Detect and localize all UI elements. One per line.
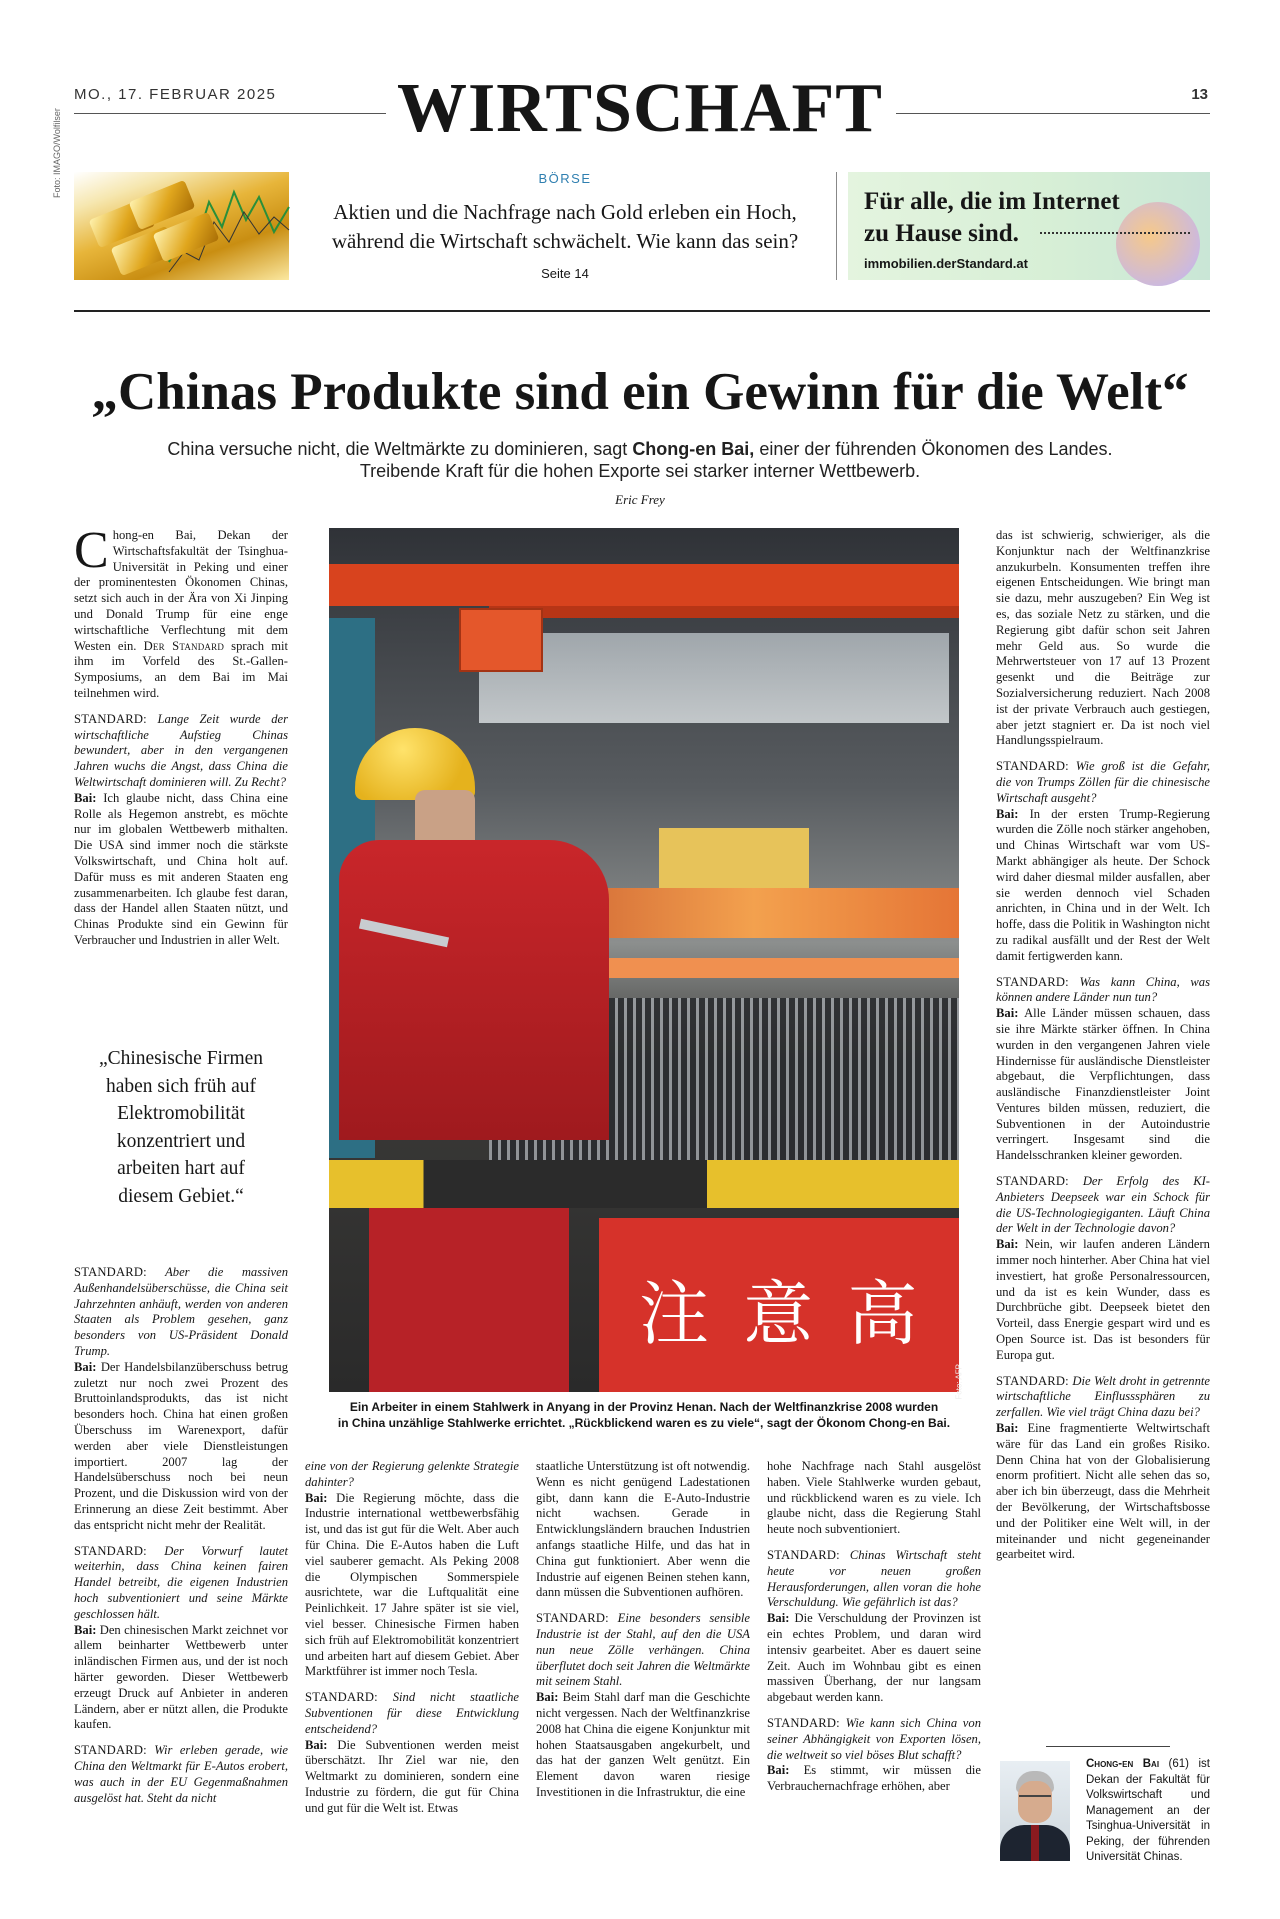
respondent-tag: Bai: <box>996 1237 1019 1252</box>
ad-url: immobilien.derStandard.at <box>864 256 1028 271</box>
ad-headline-line: zu Hause sind. <box>864 220 1019 247</box>
interview-question <box>74 712 288 791</box>
text-column-1 <box>74 522 288 959</box>
gold-bars-photo[interactable] <box>74 172 289 280</box>
worker-jacket <box>339 840 609 1140</box>
caption-line: in China unzählige Stahlwerke errichtet. „Rückblickend waren es zu viele“, sagt der Ökonom Chong-en Bai. <box>337 1416 951 1430</box>
interview-question <box>305 1690 519 1737</box>
text-column-4 <box>767 1459 981 1805</box>
answer-text: Die Verschuldung der Provinzen ist ein echtes Problem, und daran wird intensiv gearbeitet. Aber es dauert seine Zeit. Auch im Wohnbau gibt es einen massiven Überhang, der nur langsam abgebaut werden kann. <box>767 1611 981 1705</box>
crane-beam-lower <box>489 606 959 618</box>
interviewer-tag: STANDARD: <box>536 1611 609 1626</box>
interviewer-tag: STANDARD: <box>996 759 1069 774</box>
crane-beam <box>329 564 959 606</box>
advertisement-banner[interactable] <box>848 172 1210 280</box>
ad-dotted-line <box>1040 232 1190 236</box>
section-title: WIRTSCHAFT <box>397 70 883 147</box>
deck-line: Treibende Kraft für die hohen Exporte sei starker interner Wettbewerb. <box>359 461 921 481</box>
deck-name: Chong-en Bai, <box>632 439 755 459</box>
article-headline: „Chinas Produkte sind ein Gewinn für die Welt“ <box>91 363 1189 421</box>
respondent-tag: Bai: <box>305 1490 328 1505</box>
warning-sign <box>599 1218 959 1392</box>
interviewer-tag: STANDARD: <box>74 711 147 726</box>
answer-continuation <box>996 528 1210 749</box>
yellow-booth <box>659 828 809 888</box>
interview-answer <box>767 1611 981 1706</box>
question-text: Wie groß ist die Gefahr, die von Trumps Zöllen für die chinesische Wirtschaft ausgeht? <box>996 759 1210 805</box>
intro-text: hong-en Bai, Dekan der Wirtschaftsfakultät der Tsinghua-Universität in Peking und einer der prominentesten Ökonomen Chinas, setzt sich auch in der Ära von Xi Jinping und Donald Trump für eine enge wirtschaftliche Verflechtung mit dem Westen ein. <box>74 528 288 653</box>
steel-mill-photo[interactable] <box>329 528 964 1400</box>
text-column-5 <box>996 528 1210 1573</box>
answer-text: staatliche Unterstützung ist oft notwendig. Wenn es nicht genügend Ladestationen gibt, dann kann die E-Auto-Industrie nicht wachsen. Gerade in Entwicklungsländern brauchen Industrien anfangs staatliche Hilfe, und das hat in China gut funktioniert. Aber wenn die Industrie auf eigenen Beinen stehen kann, dann müssen die Subventionen aufhören. <box>536 1459 750 1600</box>
teaser-headline[interactable] <box>315 198 815 256</box>
interview-answer <box>74 791 288 949</box>
answer-text: In der ersten Trump-Regierung wurden die Zölle noch stärker angehoben, und Chinas Wirtschaft war vom US-Markt abhängiger als heute. Der Schock wird daher diesmal milder ausfallen, aber sie werden dennoch viel Schaden anrichten, in China und in der Welt. Ich hoffe, dass die Politik in Washington nicht zu radikal ausfällt und der Rest der Welt damit fertigwerden kann. <box>996 806 1210 963</box>
header-rule-right <box>896 113 1210 114</box>
respondent-tag: Bai: <box>74 1622 97 1637</box>
article-deck <box>120 438 1160 482</box>
answer-text: Es stimmt, wir müssen die Verbrauchernachfrage erhöhen, aber <box>767 1763 981 1794</box>
interview-question <box>74 1265 288 1360</box>
question-text: Die Welt droht in getrennte wirtschaftliche Einflusssphären zu zerfallen. Wie viel trägt China dazu bei? <box>996 1373 1210 1420</box>
interview-question <box>767 1548 981 1611</box>
interview-question <box>767 1716 981 1763</box>
crane-cabin <box>459 608 543 672</box>
caption-line: Ein Arbeiter in einem Stahlwerk in Anyang in der Provinz Henan. Nach der Weltfinanzkrise 2008 wurden <box>349 1400 939 1414</box>
ad-headline-line: Für alle, die im Internet <box>864 188 1120 215</box>
question-text: Lange Zeit wurde der wirtschaftliche Aufstieg Chinas bewundert, aber in den vergangenen Jahren wuchs die Angst, dass China die Weltwirtschaft dominieren will. Zu Recht? <box>74 711 288 789</box>
answer-text: Alle Länder müssen schauen, dass sie ihre Märkte stärker öffnen. In China wurden in den vergangenen Jahren viele Hindernisse für ausländische Dienstleister abgebaut, die Verpflichtungen, dass ausländische Finanzdienstleister Joint Ventures bilden müssen, reduziert, die Subventionen in der Autoindustrie verringert. Insgesamt sind die Handelsschranken kleiner geworden. <box>996 1006 1210 1163</box>
text-column-3 <box>536 1459 750 1811</box>
factory-skylight <box>479 633 949 723</box>
photo-credit: Foto: AFP <box>955 1364 964 1400</box>
worker-pants <box>369 1208 569 1392</box>
answer-continuation <box>767 1459 981 1538</box>
answer-text: Eine fragmentierte Weltwirtschaft wäre für das Land ein großes Risiko. Denn China hat von der Globalisierung enorm profitiert. Nicht alle sehen das so, aber ich bin überzeugt, dass die Mehrheit der Bevölkerung, der Wirtschaftsbosse und der Politiker eine Welt will, in der miteinander und nicht gegeneinander gearbeitet wird. <box>996 1421 1211 1562</box>
interview-answer <box>996 807 1210 965</box>
respondent-tag: Bai: <box>74 1359 97 1374</box>
respondent-tag: Bai: <box>74 790 97 805</box>
text-column-1-lower <box>74 1265 288 1806</box>
interview-answer <box>536 1690 750 1801</box>
intro-text: sprach mit ihm im Vorfeld des St.-Gallen-Symposiums, an dem Bai im Mai teilnehmen wird. <box>74 638 288 700</box>
text-column-2 <box>305 1459 519 1827</box>
interviewer-tag: STANDARD: <box>996 974 1069 989</box>
interviewer-tag: STANDARD: <box>74 1543 147 1558</box>
drop-cap: C <box>74 522 109 579</box>
interview-question <box>536 1611 750 1690</box>
question-text: eine von der Regierung gelenkte Strategie dahinter? <box>305 1459 519 1489</box>
question-continuation <box>305 1459 519 1491</box>
interview-answer <box>996 1237 1210 1363</box>
teaser-page-ref[interactable]: Seite 14 <box>541 266 589 281</box>
interviewer-tag: STANDARD: <box>767 1715 840 1730</box>
interview-answer <box>996 1421 1210 1563</box>
interviewer-tag: STANDARD: <box>767 1547 840 1562</box>
interview-question <box>74 1544 288 1623</box>
interview-answer <box>305 1738 519 1817</box>
interviewer-tag: STANDARD: <box>996 1373 1069 1388</box>
pull-quote: „Chinesische Firmen haben sich früh auf Elektromobilität konzentriert und arbeiten hart auf diesem Gebiet.“ <box>98 1048 264 1207</box>
question-text: Was kann China, was können andere Länder nun tun? <box>996 974 1210 1005</box>
portrait-photo[interactable] <box>1000 1761 1070 1861</box>
deck-line <box>120 438 1160 460</box>
bio-age: (61) <box>1168 1758 1189 1770</box>
interview-answer <box>996 1006 1210 1164</box>
photo-caption <box>329 1399 959 1431</box>
interview-answer <box>767 1763 981 1795</box>
interview-answer <box>74 1623 288 1734</box>
answer-text: Die Subventionen werden meist überschätzt. Ihr Ziel war nie, den Weltmarkt zu dominieren, sondern eine Industrie zu fördern, die gut für China und gut für die Welt ist. Etwas <box>305 1737 519 1815</box>
page-number: 13 <box>1191 86 1208 103</box>
interview-question <box>996 1374 1210 1421</box>
article-author: Eric Frey <box>615 492 665 507</box>
warning-sign-text: 注 意 高 <box>639 1273 924 1355</box>
section-divider <box>74 310 1210 312</box>
interviewer-tag: STANDARD: <box>74 1743 147 1758</box>
safety-railing <box>329 1160 959 1208</box>
glowing-steel <box>609 958 959 978</box>
issue-date: MO., 17. FEBRUAR 2025 <box>74 86 277 103</box>
question-text: Eine besonders sensible Industrie ist der Stahl, auf den die USA nun neue Zölle verhängen. China überflutet doch seit Jahren die Weltmärkte mit seinem Stahl. <box>536 1611 750 1689</box>
answer-text: hohe Nachfrage nach Stahl ausgelöst haben. Viele Stahlwerke wurden gebaut, und rückblickend waren es zu viele. Ich glaube nicht, dass die Regierung Stahl heute noch subventioniert. <box>767 1459 981 1537</box>
deck-text: China versuche nicht, die Weltmärkte zu dominieren, sagt <box>167 439 633 459</box>
interviewer-tag: STANDARD: <box>74 1265 147 1279</box>
answer-text: Der Handelsbilanzüberschuss betrug zuletzt nur noch zwei Prozent des Bruttoinlandsprodukts, das ist nicht besonders hoch. China hat einen großen Überschuss im Warenexport, dafür werden aber viele Dienstleistungen importiert. 2007 lag der Handelsüberschuss noch bei neun Prozent, und die Diskussion wird von der Erinnerung an diese Zeit bestimmt. Aber das entspricht nicht mehr der Realität. <box>74 1359 288 1532</box>
interview-answer <box>305 1491 519 1681</box>
interviewer-tag: STANDARD: <box>305 1690 378 1705</box>
respondent-tag: Bai: <box>767 1763 790 1778</box>
ad-gradient-circle <box>1116 202 1200 286</box>
question-text: Wir erleben gerade, wie China den Weltmarkt für E-Autos erobert, was auch in der EU Gegenmaßnahmen ausgelöst hat. Steht da nicht <box>74 1743 288 1805</box>
answer-text: Die Regierung möchte, dass die Industrie international wettbewerbsfähig ist, und das ist gut für die Welt. Aber auch für China. Die E-Autos haben die Luft viel sauberer gemacht. Als Peking 2008 die Olympischen Sommerspiele ausrichtete, war die Luftqualität eine Peinlichkeit. 17 Jahre später ist sie viel, viel besser. Chinesische Firmen haben sich früh auf Elektromobilität konzentriert und arbeiten hart auf diesem Gebiet. Aber Marktführer ist immer noch Tesla. <box>305 1490 519 1679</box>
answer-text: Ich glaube nicht, dass China eine Rolle als Hegemon anstrebt, es möchte nur im globalen Wettbewerb mithalten. Die USA sind immer noch die stärkste Volkswirtschaft, und China holt auf. Dafür muss es mit anderen Staaten eng zusammenarbeiten. Ich glaube fest daran, dass der Handel allen Staaten nützt, und Chinas Produkte sind ein Gewinn für Verbraucher und Industrien in aller Welt. <box>74 790 288 947</box>
newspaper-name: Der Standard <box>143 638 225 653</box>
respondent-tag: Bai: <box>996 1006 1019 1021</box>
teaser-line: während die Wirtschaft schwächelt. Wie kann das sein? <box>331 229 799 253</box>
interview-question <box>996 975 1210 1007</box>
interview-question <box>996 759 1210 806</box>
bio-description: ist Dekan der Fakultät für Volkswirtschaft und Management an der Tsinghua-Universität in Peking, der führenden Universität Chinas. <box>1086 1758 1210 1863</box>
author-bio <box>1086 1757 1210 1866</box>
glowing-steel <box>549 888 959 938</box>
bio-name: Chong-en Bai <box>1086 1758 1160 1770</box>
question-text: Der Erfolg des KI-Anbieters Deepseek war ein Schock für die US-Technologiegiganten. Läuft China der Welt in der Technologie davon? <box>996 1174 1210 1236</box>
question-text: Chinas Wirtschaft steht heute vor neuen großen Herausforderungen, allen voran die hohe Verschuldung. Wie gefährlich ist das? <box>767 1547 981 1610</box>
respondent-tag: Bai: <box>996 806 1019 821</box>
answer-text: Beim Stahl darf man die Geschichte nicht vergessen. Nach der Weltfinanzkrise 2008 hat China die eigene Konjunktur mit hohen Staatsausgaben angekurbelt, und das hat der ganzen Welt genützt. Ein Element davon waren riesige Investitionen in die Infrastruktur, die eine <box>536 1690 750 1799</box>
respondent-tag: Bai: <box>536 1690 559 1705</box>
question-text: Sind nicht staatliche Subventionen für diese Entwicklung entscheidend? <box>305 1690 519 1736</box>
teaser-photo-credit: Foto: IMAGO/Wolfilser <box>52 108 62 198</box>
question-text: Wie kann sich China von seiner Abhängigkeit von Exporten lösen, die weltweit so viel böses Blut schafft? <box>767 1715 981 1762</box>
bio-rule <box>1046 1746 1170 1747</box>
interview-question <box>74 1743 288 1806</box>
teaser-kicker: BÖRSE <box>538 171 592 186</box>
respondent-tag: Bai: <box>767 1611 790 1626</box>
interview-answer <box>74 1360 288 1534</box>
portrait-tie <box>1031 1825 1039 1861</box>
teaser-divider <box>836 172 837 280</box>
interviewer-tag: STANDARD: <box>996 1174 1069 1189</box>
answer-text: das ist schwierig, schwieriger, als die Konjunktur nach der Weltfinanzkrise anzukurbeln. Konsumenten treffen ihre eigenen Entscheidungen. Wie bringt man sie dazu, mehr auszugeben? Ein Weg ist es, das soziale Netz zu stärken, und die Regierung gibt dafür schon seit Jahren mehr Geld aus. So wurde die Mehrwertsteuer von 17 auf 13 Prozent gesenkt und die Beiträge zur Sozialversicherung reduziert. Nach 2008 ist der private Verbrauch auch gestiegen, aber jetzt stagniert er. Da ist noch viel Handlungsspielraum. <box>996 528 1210 748</box>
respondent-tag: Bai: <box>305 1737 328 1752</box>
teaser-line: Aktien und die Nachfrage nach Gold erleben ein Hoch, <box>333 200 797 224</box>
portrait-glasses <box>1019 1795 1051 1803</box>
article-intro <box>74 522 288 702</box>
answer-text: Den chinesischen Markt zeichnet vor allem beinharter Wettbewerb unter inländischen Firmen aus, und der ist noch härter geworden. Dieser Wettbewerb erzeugt Druck auf Anbieter in anderen Ländern, aber er nützt allen, die Produkte kaufen. <box>74 1622 288 1732</box>
interview-question <box>996 1174 1210 1237</box>
question-text: Der Vorwurf lautet weiterhin, dass China keinen fairen Handel betreibt, die eigenen Industrien hoch subventioniert und seine Märkte geschlossen hält. <box>74 1543 288 1621</box>
respondent-tag: Bai: <box>996 1421 1019 1436</box>
question-text: Aber die massiven Außenhandelsüberschüsse, die China seit Jahrzehnten anhäuft, werden von anderen Staaten als Problem gesehen, ganz besonders von US-Präsident Donald Trump. <box>74 1265 288 1358</box>
answer-continuation <box>536 1459 750 1601</box>
deck-text: einer der führenden Ökonomen des Landes. <box>754 439 1113 459</box>
answer-text: Nein, wir laufen anderen Ländern immer noch hinterher. Aber China hat viel investiert, hat große Personalressourcen, und da ist es kein Wunder, dass es Durchbrüche gibt. Deepseek bietet den Vorteil, dass Energie gespart wird und es Open Source ist. Das ist besonders für Europa gut. <box>996 1237 1210 1362</box>
